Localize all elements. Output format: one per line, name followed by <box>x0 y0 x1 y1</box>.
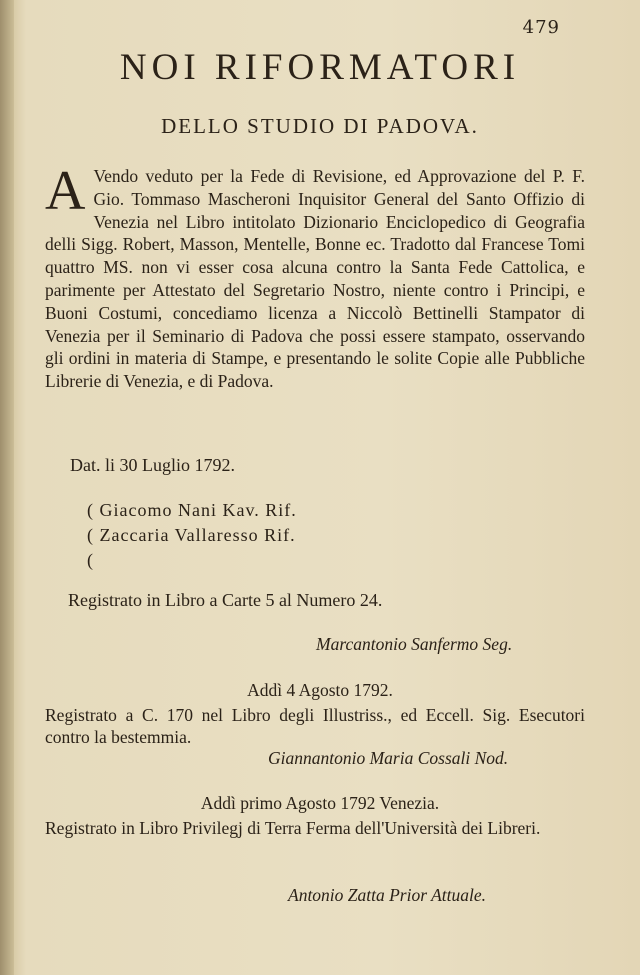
issue-date: Dat. li 30 Luglio 1792. <box>70 455 235 475</box>
binding-gutter <box>0 0 14 975</box>
signatory-1: ( Giacomo Nani Kav. Rif. <box>87 500 297 520</box>
second-text: Registrato a C. 170 nel Libro degli Illustriss., ed Eccell. Sig. Esecutori contro la bestemmia. <box>45 705 585 747</box>
third-signer: Antonio Zatta Prior Attuale. <box>288 885 487 905</box>
registration-line: Registrato in Libro a Carte 5 al Numero 24. <box>68 590 383 610</box>
second-date: Addì 4 Agosto 1792. <box>247 680 393 700</box>
page-title: NOI RIFORMATORI <box>119 47 521 88</box>
third-text: Registrato in Libro Privilegj di Terra Ferma dell'Università dei Libreri. <box>45 818 541 838</box>
signatory-3: ( <box>87 550 94 570</box>
third-date: Addì primo Agosto 1792 Venezia. <box>200 793 440 813</box>
license-body <box>45 160 585 393</box>
registration-signer: Marcantonio Sanfermo Seg. <box>316 634 513 654</box>
drop-cap: A <box>45 160 86 222</box>
page-number: 479 <box>522 17 560 38</box>
signatory-2: ( Zaccaria Vallaresso Rif. <box>87 525 296 545</box>
page-subtitle: DELLO STUDIO DI PADOVA. <box>161 114 479 138</box>
second-signer: Giannantonio Maria Cossali Nod. <box>268 748 509 768</box>
license-text: Vendo veduto per la Fede di Revisione, ed Approvazione del P. F. Gio. Tommaso Mascheroni Inquisitor General del Santo Offizio di Venezia nel Libro intitolato Dizionario Enciclopedico di Geografia delli Sigg. Robert, Masson, Mentelle, Bonne ec. Tradotto dal Francese Tomi quattro MS. non vi esser cosa alcuna contro la Santa Fede Cattolica, e parimente per Attestato del Segretario Nostro, niente contro i Principi, e Buoni Costumi, concediamo licenza a Niccolò Bettinelli Stampator di Venezia per il Seminario di Padova che possi essere stampato, osservando gli ordini in materia di Stampe, e presentando le solite Copie alle Pubbliche Librerie di Venezia, e di Padova. <box>45 166 585 392</box>
